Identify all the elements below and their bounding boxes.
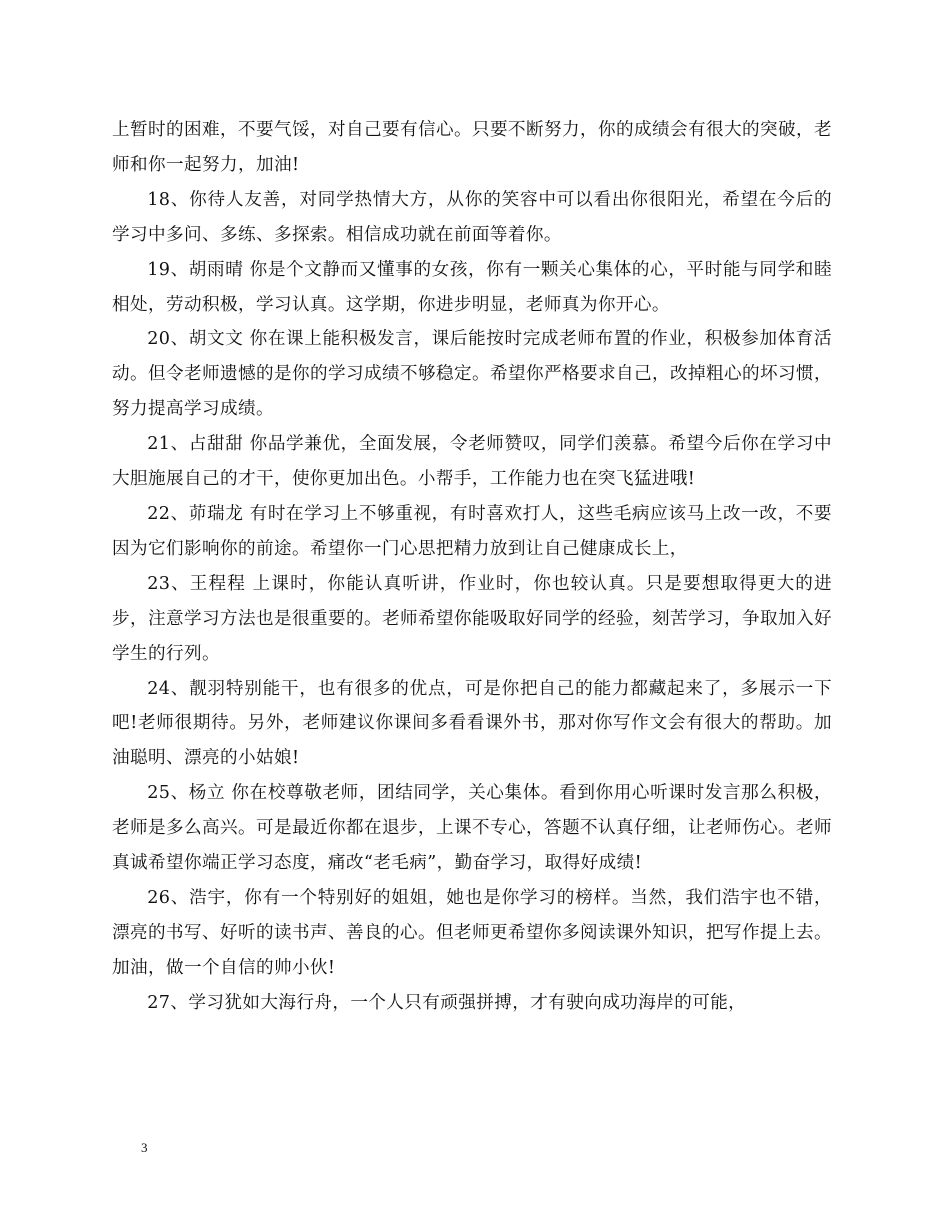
paragraph: 20、胡文文 你在课上能积极发言，课后能按时完成老师布置的作业，积极参加体育活动。但令老师遗憾的是你的学习成绩不够稳定。希望你严格要求自己，改掉粗心的坏习惯，努力提高学习成绩。 <box>112 329 832 420</box>
paragraph: 26、浩宇，你有一个特别好的姐姐，她也是你学习的榜样。当然，我们浩宇也不错，漂亮的书写、好听的读书声、善良的心。但老师更希望你多阅读课外知识，把写作提上去。加油，做一个自信的帅小伙! <box>112 887 832 978</box>
paragraph: 21、占甜甜 你品学兼优，全面发展，令老师赞叹，同学们羡慕。希望今后你在学习中大胆施展自己的才干，使你更加出色。小帮手，工作能力也在突飞猛进哦! <box>112 434 832 490</box>
paragraph: 22、茆瑞龙 有时在学习上不够重视，有时喜欢打人，这些毛病应该马上改一改，不要因为它们影响你的前途。希望你一门心思把精力放到让自己健康成长上， <box>112 503 832 559</box>
paragraph: 18、你待人友善，对同学热情大方，从你的笑容中可以看出你很阳光，希望在今后的学习中多问、多练、多探索。相信成功就在前面等着你。 <box>112 189 832 245</box>
paragraph: 上暂时的困难，不要气馁，对自己要有信心。只要不断努力，你的成绩会有很大的突破，老师和你一起努力，加油! <box>112 120 832 175</box>
paragraph: 24、靓羽特别能干，也有很多的优点，可是你把自己的能力都藏起来了，多展示一下吧!老师很期待。另外，老师建议你课间多看看课外书，那对你写作文会有很大的帮助。加油聪明、漂亮的小姑娘! <box>112 678 832 769</box>
paragraph: 19、胡雨晴 你是个文静而又懂事的女孩，你有一颗关心集体的心，平时能与同学和睦相处，劳动积极，学习认真。这学期，你进步明显，老师真为你开心。 <box>112 259 832 315</box>
paragraph: 25、杨立 你在校尊敬老师，团结同学，关心集体。看到你用心听课时发言那么积极，老师是多么高兴。可是最近你都在退步，上课不专心，答题不认真仔细，让老师伤心。老师真诚希望你端正学习态度，痛改“老毛病”，勤奋学习，取得好成绩! <box>112 783 832 874</box>
paragraph: 27、学习犹如大海行舟，一个人只有顽强拼搏，才有驶向成功海岸的可能， <box>147 992 747 1013</box>
page-number: 3 <box>141 1140 148 1155</box>
paragraph: 23、王程程 上课时，你能认真听讲，作业时，你也较认真。只是要想取得更大的进步，注意学习方法也是很重要的。老师希望你能吸取好同学的经验，刻苦学习，争取加入好学生的行列。 <box>112 573 832 664</box>
document-body <box>112 113 832 1021</box>
